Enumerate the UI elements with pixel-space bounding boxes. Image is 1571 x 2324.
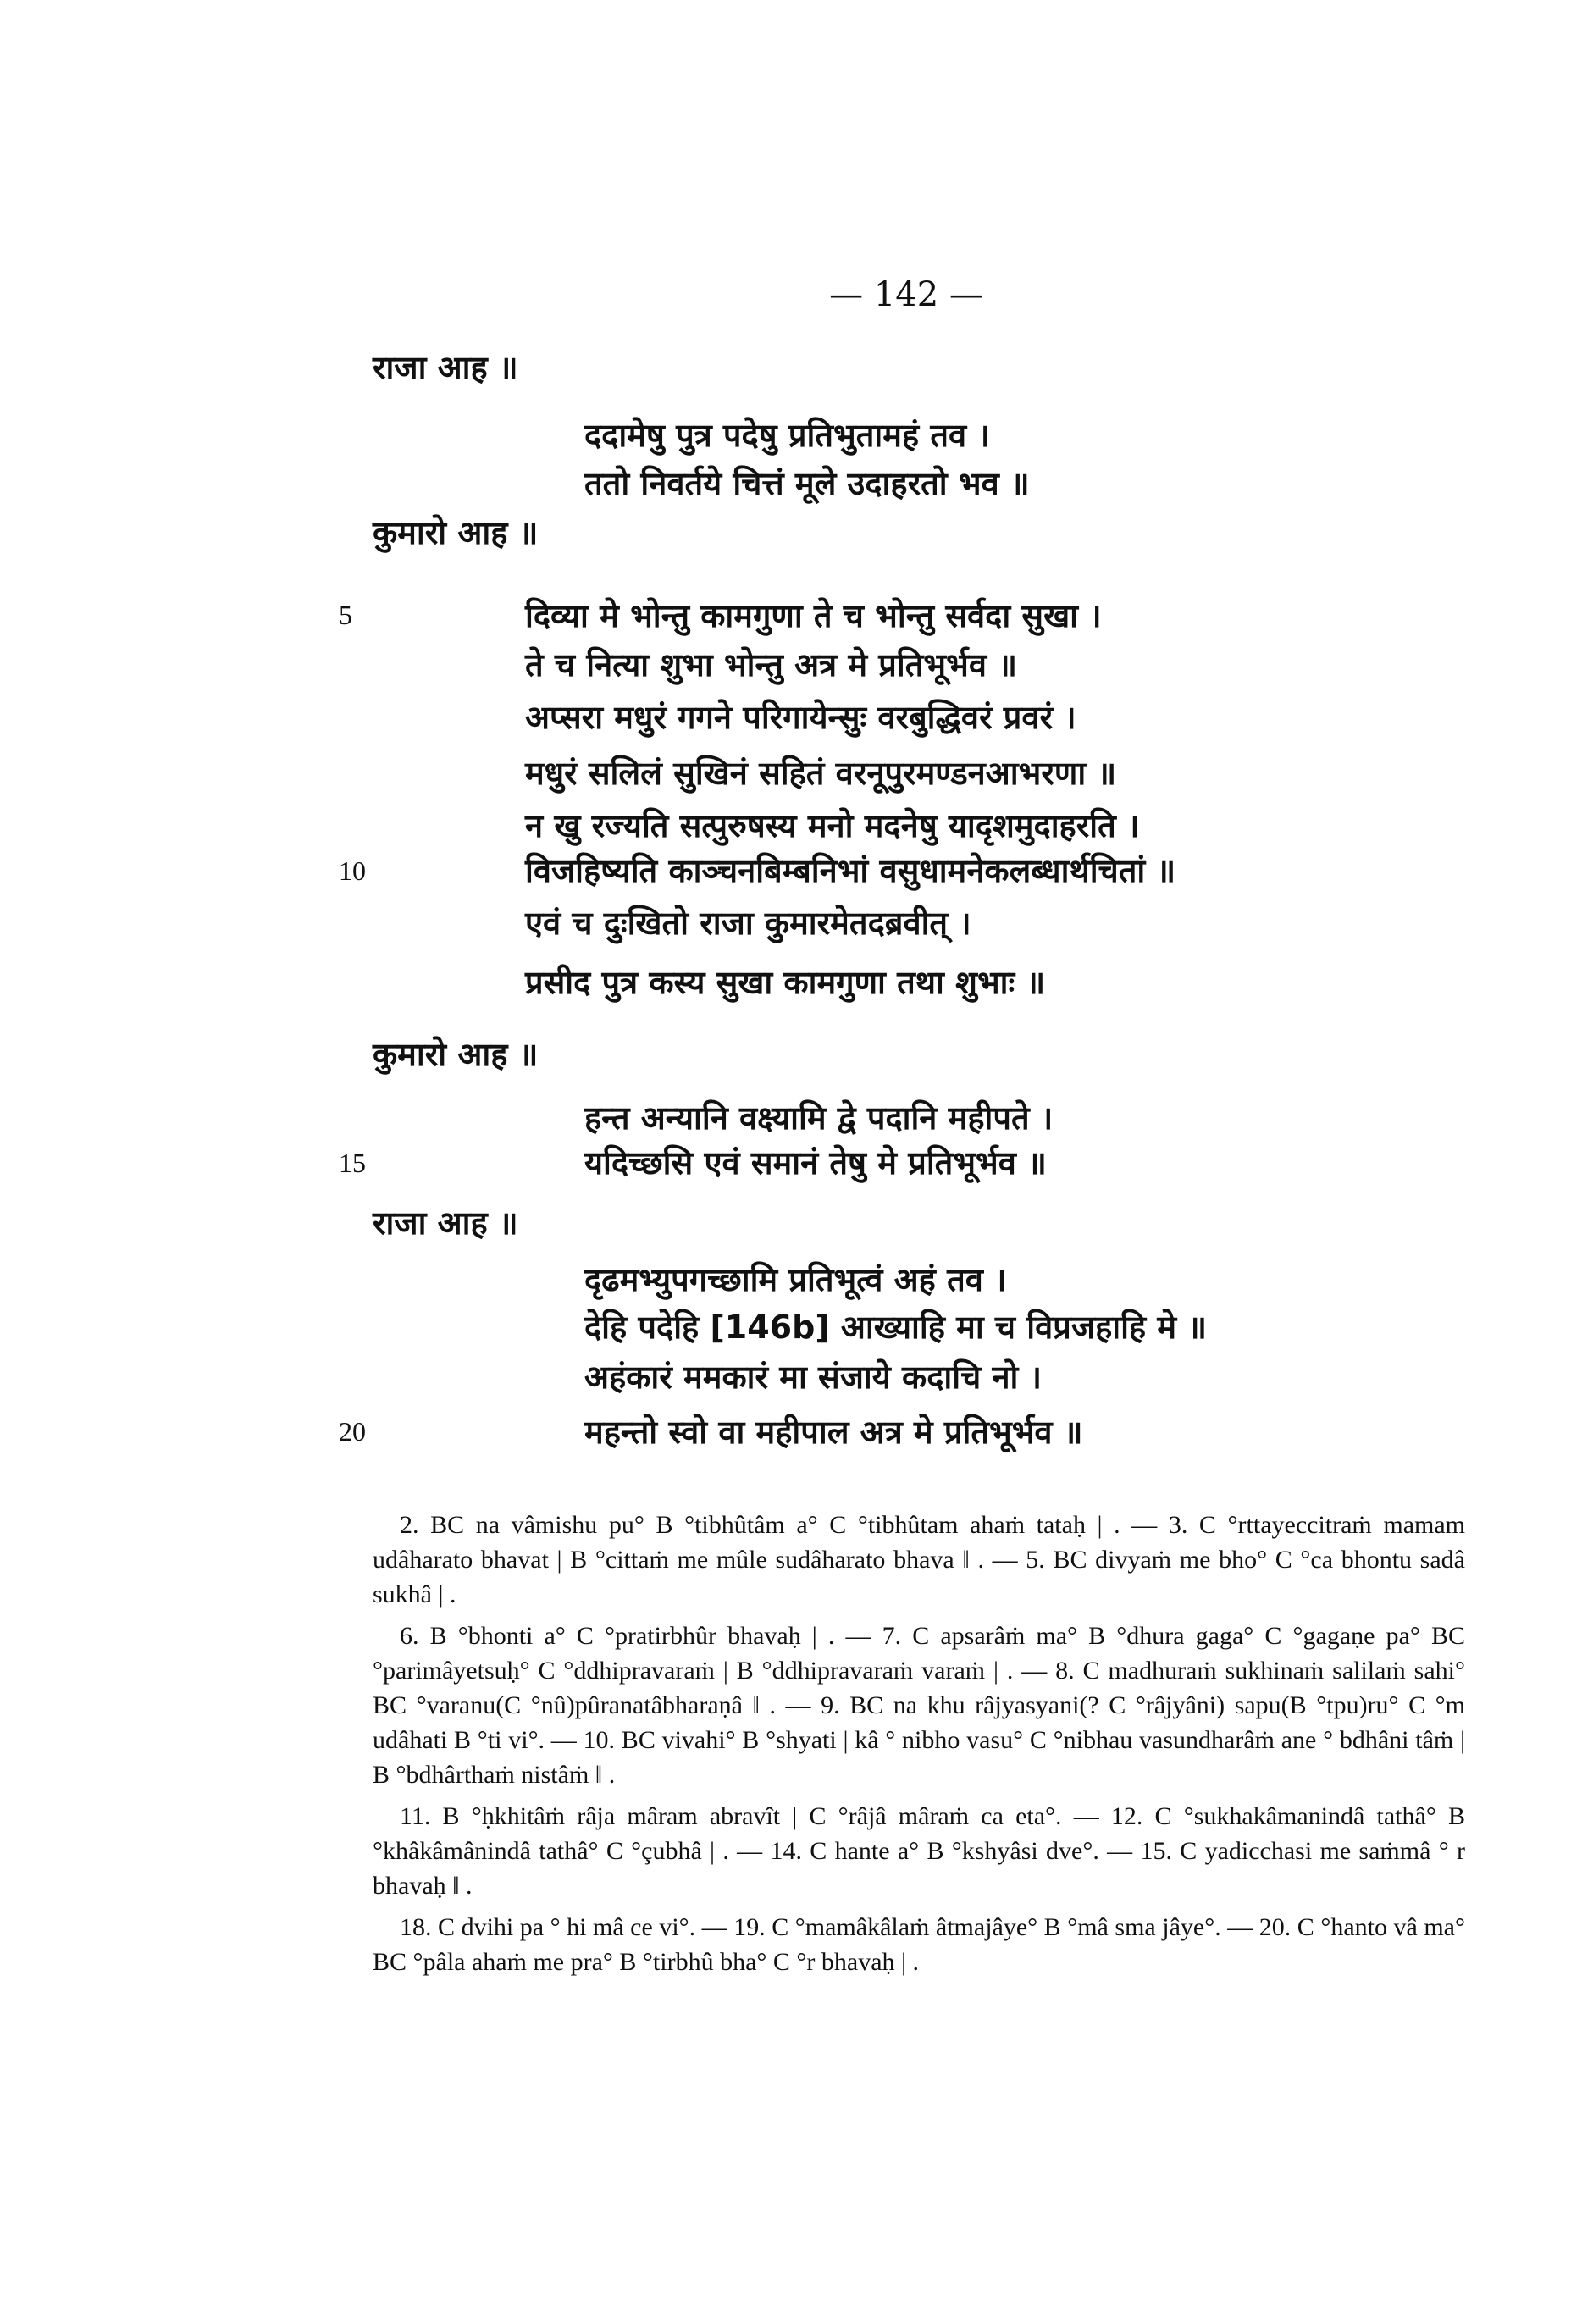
verse-line-15: यदिच्छसि एवं समानं तेषु मे प्रतिभूर्भव ॥: [584, 1144, 1047, 1181]
verse-line-8: मधुरं सलिलं सुखिनं सहितं वरनूपुरमण्डनआभरणा ॥: [525, 755, 1117, 792]
line-number-10: 10: [339, 855, 366, 886]
speaker-heading-raja: राजा आह ॥: [373, 349, 518, 386]
verse-line-20: महन्तो स्वो वा महीपाल अत्र मे प्रतिभूर्भव ॥: [584, 1414, 1083, 1451]
speaker-heading-kumara: कुमारो आह ॥: [373, 1036, 539, 1073]
verse-line-18: देहि पदेहि [146b] आख्याहि मा च विप्रजहाहि मे ॥: [584, 1309, 1208, 1346]
verse-line-14: हन्त अन्यानि वक्ष्यामि द्वे पदानि महीपते ।: [584, 1099, 1054, 1137]
verse-line-9: न खु रज्यति सत्पुरुषस्य मनो मदनेषु यादृशमुदाहरति ।: [525, 807, 1140, 844]
footnote-paragraph: 18. C dvihi pa ° hi mâ ce vi°. — 19. C °mamâkâlaṁ âtmajâye° B °mâ sma jâye°. — 20. C °hanto vâ ma° BC °pâla ahaṁ me pra° B °tirbhû bha° C °r bhavaḥ | .: [373, 1913, 1465, 1976]
footnote-paragraph: 2. BC na vâmishu pu° B °tibhûtâm a° C °tibhûtam ahaṁ tataḥ | . — 3. C °rttayeccitraṁ mamam udâharato bhavat | B °cittaṁ me mûle sudâharato bhava ‖ . — 5. BC divyaṁ me bho° C °ca bhontu sadâ sukhâ | .: [373, 1511, 1465, 1608]
speaker-heading-kumara: कुमारो आह ॥: [373, 514, 539, 551]
verse-line-17: दृढमभ्युपगच्छामि प्रतिभूत्वं अहं तव ।: [584, 1261, 1007, 1298]
verse-line-19: अहंकारं ममकारं मा संजाये कदाचि नो ।: [584, 1358, 1043, 1396]
verse-line-7: अप्सरा मधुरं गगने परिगायेन्सुः वरबुद्धिवरं प्रवरं ।: [525, 699, 1076, 736]
verse-line-5: दिव्या मे भोन्तु कामगुणा ते च भोन्तु सर्वदा सुखा ।: [525, 597, 1102, 634]
speaker-heading-raja: राजा आह ॥: [373, 1204, 518, 1242]
verse-line-2: ददामेषु पुत्र पदेषु प्रतिभुतामहं तव ।: [584, 417, 990, 454]
verse-line-12: प्रसीद पुत्र कस्य सुखा कामगुणा तथा शुभाः ॥: [525, 964, 1046, 1001]
page-number: — 142 —: [829, 275, 983, 314]
line-number-5: 5: [339, 600, 352, 630]
critical-apparatus-footnotes: [373, 1508, 1465, 1986]
footnote-paragraph: 11. B °ḥkhitâṁ râja mâram abravît | C °râjâ mâraṁ ca eta°. — 12. C °sukhakâmanindâ tathâ° B °khâkâmânindâ tathâ° C °çubhâ | . — 14. C hante a° B °kshyâsi dve°. — 15. C yadicchasi me saṁmâ ° r bhavaḥ ‖ .: [373, 1802, 1465, 1900]
verse-line-3: ततो निवर्तये चित्तं मूले उदाहरतो भव ॥: [584, 465, 1030, 502]
line-number-15: 15: [339, 1148, 366, 1178]
verse-line-10: विजहिष्यति काञ्चनबिम्बनिभां वसुधामनेकलब्धार्थचितां ॥: [525, 852, 1176, 889]
verse-line-6: ते च नित्या शुभा भोन्तु अत्र मे प्रतिभूर्भव ॥: [525, 646, 1017, 683]
footnote-paragraph: 6. B °bhonti a° C °pratirbhûr bhavaḥ | . — 7. C apsarâṁ ma° B °dhura gaga° C °gagaṇe pa° BC °parimâyetsuḥ° C °ddhipravaraṁ | B °ddhipravaraṁ varaṁ | . — 8. C madhuraṁ sukhinaṁ salilaṁ sahi° BC °varanu(C °nû)pûranatâbharaṇâ ‖ . — 9. BC na khu râjyasyani(? C °râjyâni) sapu(B °tpu)ru° C °m udâhati B °ti vi°. — 10. BC vivahi° B °shyati | kâ ° nibho vasu° C °nibhau vasundharâṁ ane ° bdhâni tâṁ | B °bdhârthaṁ nistâṁ ‖ .: [373, 1622, 1465, 1789]
line-number-20: 20: [339, 1416, 366, 1447]
verse-line-11: एवं च दुःखितो राजा कुमारमेतदब्रवीत् ।: [525, 905, 971, 942]
